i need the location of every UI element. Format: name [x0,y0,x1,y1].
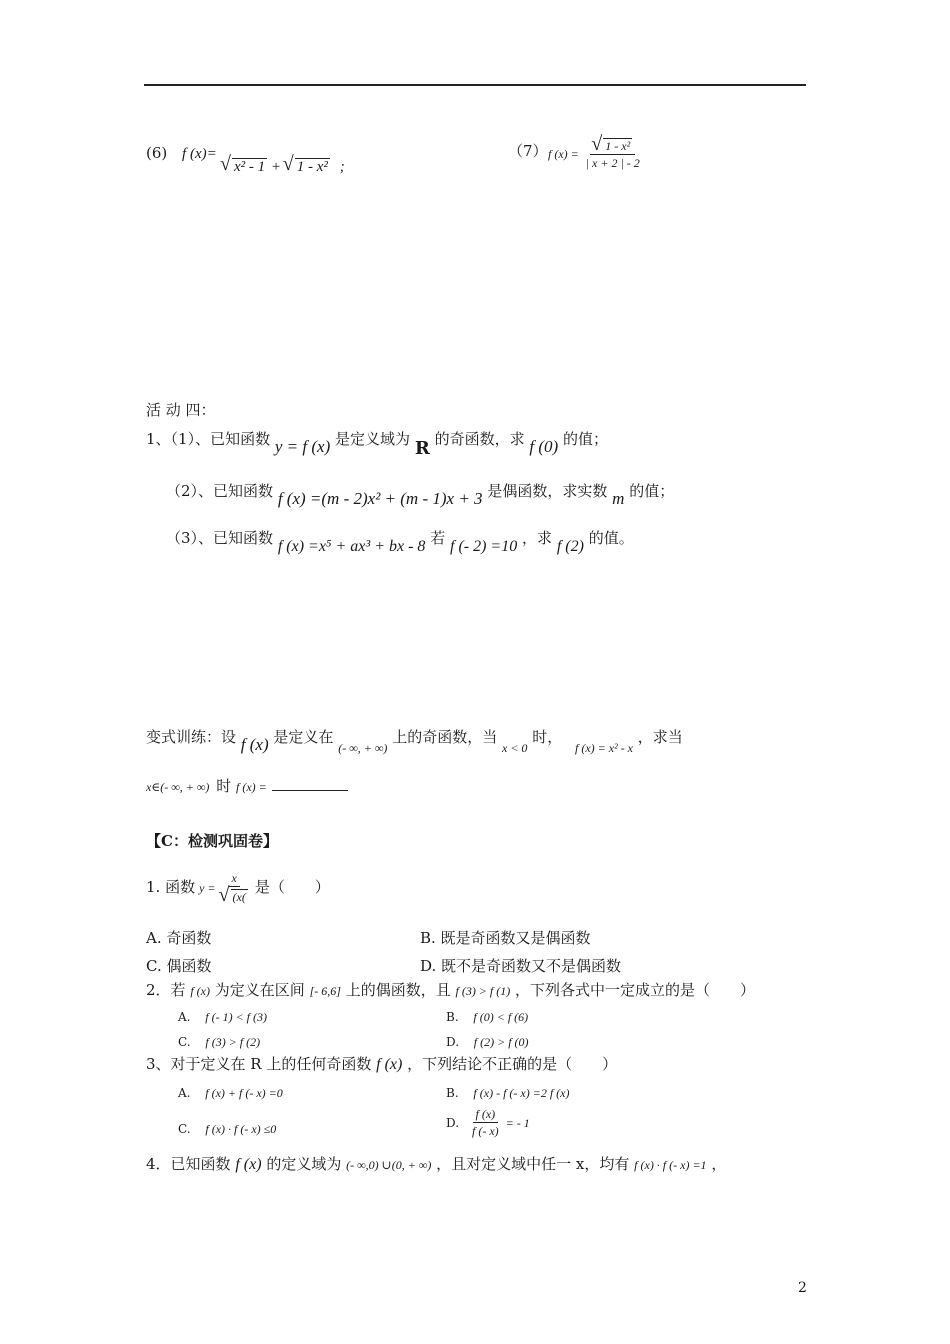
activity4-p2-end: 的值； [629,482,675,500]
q3-d-denominator: f (- x) [472,1124,499,1138]
q4-end: ， [711,1155,727,1173]
q2-c-label: C. [178,1035,191,1049]
q3-c-text: f (x) · f (- x) ≤0 [205,1122,277,1136]
q1-stem-text: 1. 函数 [146,878,196,896]
activity4-p1-mid2: 的奇函数，求 [434,430,525,448]
variant-line2-fx: f (x) = [235,780,267,794]
activity4-p2-eq: f (x) =(m - 2)x² + (m - 1)x + 3 [277,489,483,508]
q3-end: ，下列结论不正确的是（ ） [407,1055,618,1073]
q2-pre: 2．若 [146,981,186,999]
variant-pre: 变式训练：设 [146,728,237,746]
q1-option-c[interactable]: C. 偶函数 [146,957,212,975]
activity4-p3 [166,529,634,555]
q1-end: 是（ ） [254,878,330,896]
variant-line2-when: 时 [216,777,232,795]
activity4-p2 [166,482,675,508]
activity4-p3-f2: f (2) [556,538,584,555]
activity4-p1-eq: y = f (x) [274,437,331,456]
activity4-p2-m: m [612,489,625,508]
activity4-p3-if: 若 [430,529,446,547]
q3-option-a[interactable] [178,1085,283,1100]
activity4-p1 [146,430,608,459]
q6-radicand-1: x² - 1 [234,159,266,175]
q3-pre: 3、对于定义在 R 上的任何奇函数 [146,1055,372,1073]
activity4-p1-f0: f (0) [529,437,559,456]
q3-b-label: B. [446,1086,459,1100]
q3-a-label: A. [178,1086,191,1100]
q3-option-c[interactable] [178,1121,276,1136]
q4-stem [146,1157,726,1173]
q1-option-a[interactable]: A. 奇函数 [146,929,212,947]
q3-option-b[interactable] [446,1085,569,1100]
q1-denominator: (x( [232,890,246,904]
variant-mid3: 时， [532,728,563,746]
q2-option-b[interactable] [446,1009,528,1024]
q2-cond: f (3) > f (1) [455,984,511,998]
q4-mid2: ，且对定义域中任一 x，均有 [436,1155,630,1173]
variant-line1 [146,728,683,755]
q1-numerator: x [229,872,240,887]
activity4-p3-mid: ，求 [522,529,553,547]
variant-mid1: 是定义在 [273,728,334,746]
q6-lhs: f (x)= [182,146,217,162]
q7-numerator: 1 - x² [605,139,631,153]
variant-expr: f (x) = x² - x [575,741,634,755]
q2-mid2: 上的偶函数，且 [345,981,451,999]
q1-option-d[interactable]: D. 既不是奇函数又不是偶函数 [420,957,622,975]
q3-option-d[interactable] [446,1108,530,1137]
activity4-p3-pre: （3）、已知函数 [166,529,274,547]
q4-cond: f (x) · f (- x) =1 [634,1158,707,1172]
q2-mid: 为定义在区间 [214,981,305,999]
q6-radicand-2: 1 - x² [296,159,328,175]
q4-domain: (- ∞,0) ∪(0, + ∞) [346,1158,432,1172]
activity4-p1-mid: 是定义域为 [335,430,411,448]
activity4-p3-eq: f (x) =x⁵ + ax³ + bx - 8 [277,538,426,555]
q2-a-label: A. [178,1010,191,1024]
q3-fx: f (x) [376,1056,403,1073]
header-rule [144,84,806,86]
activity4-p1-pre: 1、（1）、已知函数 [146,430,271,448]
q2-option-d[interactable] [446,1034,529,1049]
q2-b-text: f (0) < f (6) [473,1010,529,1024]
q2-c-text: f (3) > f (2) [205,1035,261,1049]
q3-b-text: f (x) - f (- x) =2 f (x) [473,1086,570,1100]
q6-expression [222,158,345,175]
activity4-p2-mid: 是偶函数，求实数 [487,482,608,500]
q1-stem [146,872,330,903]
q3-d-numerator: f (x) [473,1108,499,1123]
q4-pre: 4．已知函数 [146,1155,231,1173]
q2-stem [146,983,755,998]
q7-lhs: f (x) = [548,146,579,161]
q3-a-text: f (x) + f (- x) =0 [205,1086,283,1100]
q1-y: y = [199,880,216,895]
q2-a-text: f (- 1) < f (3) [205,1010,268,1024]
variant-domain: (- ∞, + ∞) [338,741,388,755]
q2-d-label: D. [446,1035,460,1049]
q6-label: (6) [146,144,168,162]
activity4-heading: 活 动 四： [146,401,216,419]
q2-b-label: B. [446,1010,459,1024]
q7-label: （7） [508,142,548,160]
q7-denominator: | x + 2 | - 2 [585,156,640,170]
page-number: 2 [798,1280,807,1296]
q2-option-c[interactable] [178,1034,260,1049]
q4-mid: 的定义域为 [266,1155,342,1173]
variant-fx: f (x) [240,735,269,754]
activity4-p2-pre: （2）、已知函数 [166,482,274,500]
activity4-p1-end: 的值； [562,430,608,448]
q3-d-label: D. [446,1115,460,1130]
variant-cond: x < 0 [502,741,528,755]
variant-line2 [146,778,348,794]
q2-end: ，下列各式中一定成立的是（ ） [515,981,756,999]
variant-end: ，求当 [637,728,683,746]
answer-blank [272,778,348,791]
q2-option-a[interactable] [178,1009,267,1024]
q3-d-rhs: = - 1 [505,1115,530,1130]
variant-line2-domain: x∈(- ∞, + ∞) [146,780,210,794]
q6-end: ; [339,159,345,175]
variant-mid2: 上的奇函数，当 [392,728,498,746]
activity4-p3-cond: f (- 2) =10 [450,538,518,555]
section-c-heading: 【C：检测巩固卷】 [146,832,278,850]
q6-plus: + [270,159,282,175]
q3-c-label: C. [178,1122,191,1136]
q2-d-text: f (2) > f (0) [473,1035,529,1049]
q2-fx: f (x) [190,984,210,998]
q2-interval: [- 6,6] [309,984,341,998]
q7-expression [548,138,643,169]
activity4-p1-R: R [414,438,430,459]
q6 [146,146,217,162]
q4-fx: f (x) [235,1156,262,1173]
activity4-p3-end: 的值。 [588,529,634,547]
q3-stem [146,1057,617,1073]
q1-option-b[interactable]: B. 既是奇函数又是偶函数 [420,929,591,947]
